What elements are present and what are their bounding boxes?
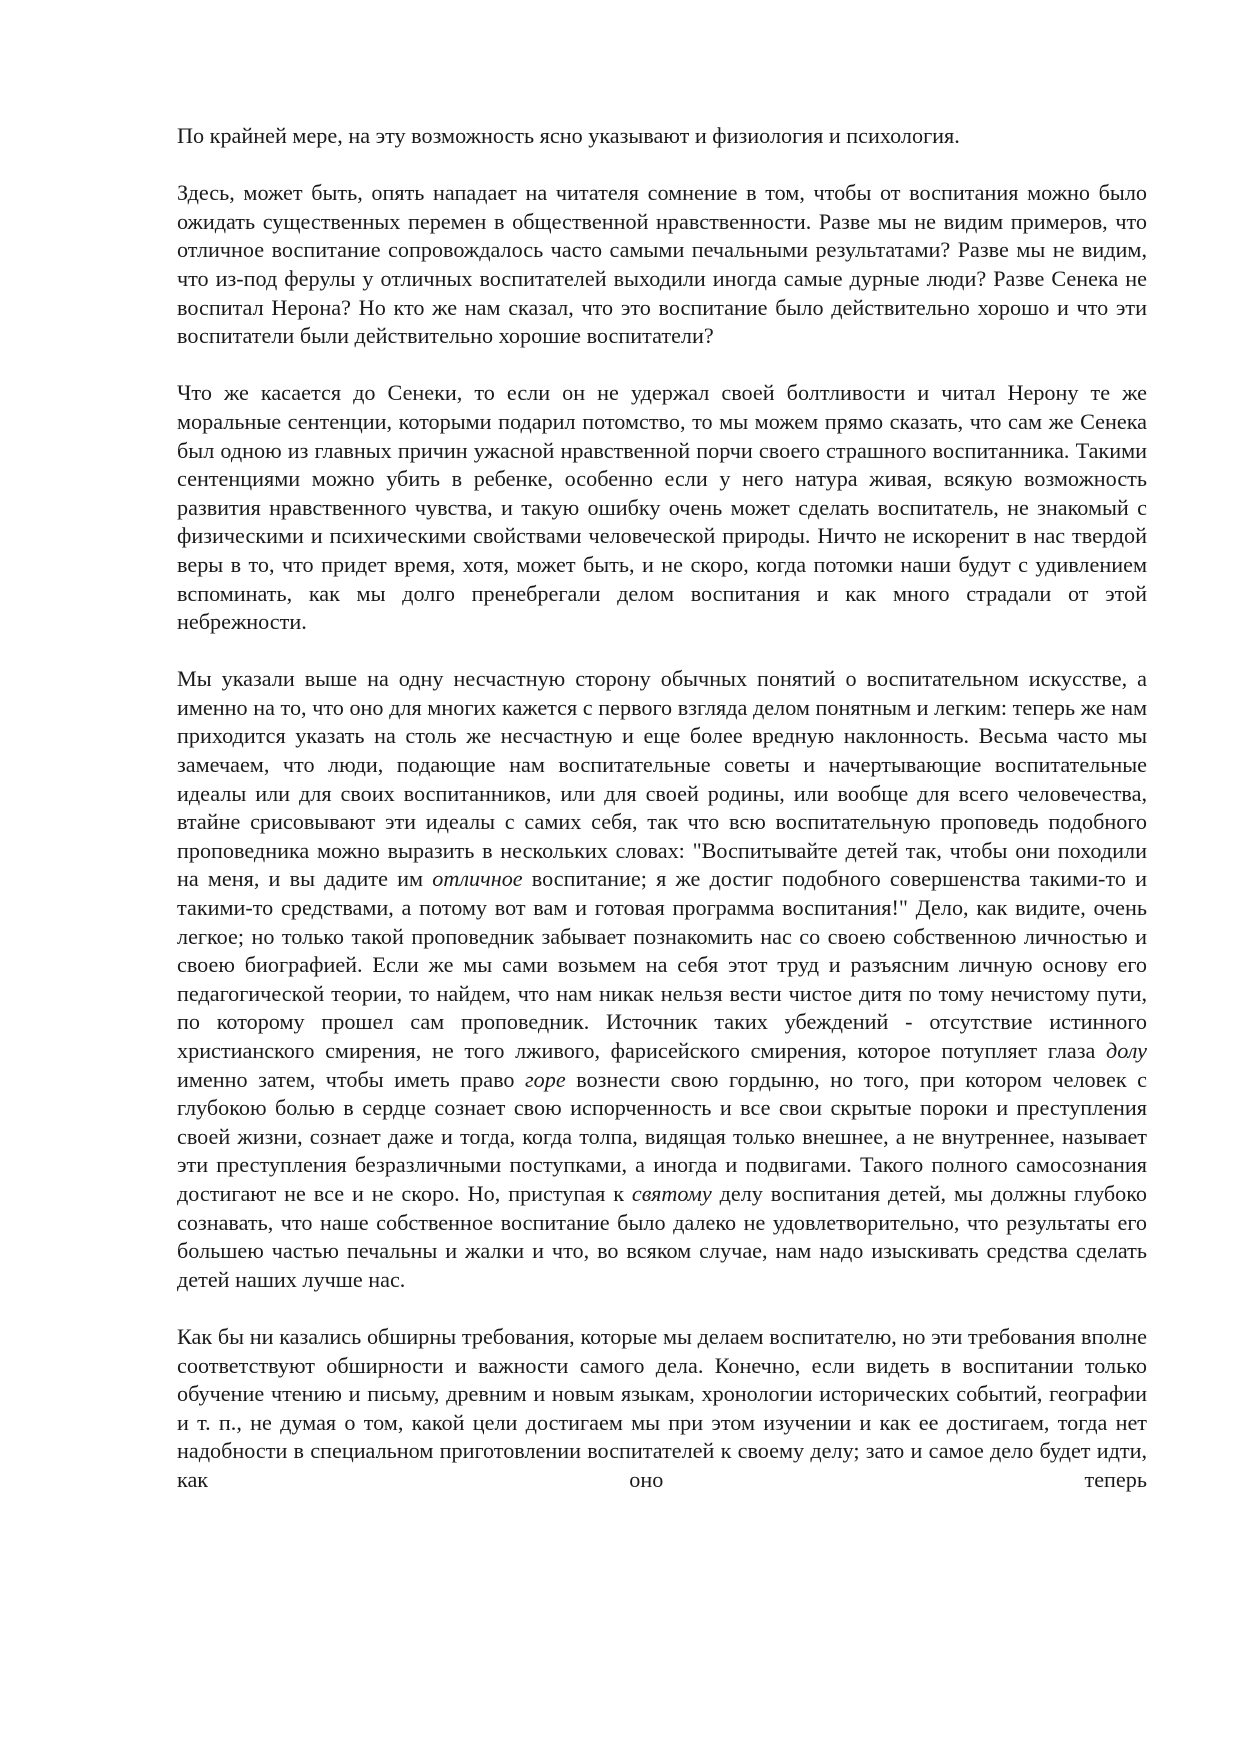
paragraph-4-text-part-5: делу воспитания детей, мы должны глубоко сознавать, что наше собственное воспитание было далеко не удовлетворительно, что результаты его большею частью печальны и жалки и что, во всяком случае, нам надо изыскивать средства сделать детей наших лучше нас. — [177, 1180, 1147, 1292]
document-page — [177, 122, 1147, 1495]
paragraph-4-text-part-1: Мы указали выше на одну несчастную сторону обычных понятий о воспитательном искусстве, а именно на то, что оно для многих кажется с первого взгляда делом понятным и легким: теперь же нам приходится указать на столь же несчастную и еще более вредную наклонность. Весьма часто мы замечаем, что люди, подающие нам воспитательные советы и начертывающие воспитательные идеалы или для своих воспитанников, или для своей родины, или вообще для всего человечества, втайне срисовывают эти идеалы с самих себя, так что всю воспитательную проповедь подобного проповедника можно выразить в нескольких словах: "Воспитывайте детей так, чтобы они походили на меня, и вы дадите им — [177, 666, 1147, 892]
paragraph-4-text-part-4: вознести свою гордыню, но того, при котором человек с глубокою болью в сердце сознает свою испорченность и все свои скрытые пороки и преступления своей жизни, сознает даже и тогда, когда толпа, видящая только внешнее, а не внутреннее, называет эти преступления безразличными поступками, а иногда и подвигами. Такого полного самосознания достигают не все и не скоро. Но, приступая к — [177, 1066, 1147, 1206]
paragraph-5-text: Как бы ни казались обширны требования, которые мы делаем воспитателю, но эти требования вполне соответствуют обширности и важности самого дела. Конечно, если видеть в воспитании только обучение чтению и письму, древним и новым языкам, хронологии исторических событий, географии и т. п., не думая о том, какой цели достигаем мы при этом изучении и как ее достигаем, тогда нет надобности в специальном приготовлении воспитателей к своему делу; зато и самое дело будет идти, как оно теперь — [177, 1323, 1147, 1492]
italic-word-svyatomu: святому — [631, 1180, 712, 1206]
paragraph-1-text: По крайней мере, на эту возможность ясно указывают и физиология и психология. — [177, 123, 960, 148]
paragraph-4-text-part-3: именно затем, чтобы иметь право — [177, 1066, 526, 1092]
paragraph-2-text: Здесь, может быть, опять нападает на читателя сомнение в том, чтобы от воспитания можно было ожидать существенных перемен в общественной нравственности. Разве мы не видим примеров, что отличное воспитание сопровождалось часто самыми печальными результатами? Разве мы не видим, что из-под ферулы у отличных воспитателей выходили иногда самые дурные люди? Разве Сенека не воспитал Нерона? Но кто же нам сказал, что это воспитание было действительно хорошо и что эти воспитатели были действительно хорошие воспитатели? — [177, 180, 1147, 349]
paragraph-5 — [177, 1323, 1147, 1495]
paragraph-4 — [177, 665, 1147, 1294]
paragraph-1 — [177, 122, 1147, 151]
paragraph-3-text: Что же касается до Сенеки, то если он не удержал своей болтливости и читал Нерону те же моральные сентенции, которыми подарил потомство, то мы можем прямо сказать, что сам же Сенека был одною из главных причин ужасной нравственной порчи своего страшного воспитанника. Такими сентенциями можно убить в ребенке, особенно если у него натура живая, всякую возможность развития нравственного чувства, и такую ошибку очень может сделать воспитатель, не знакомый с физическими и психическими свойствами человеческой природы. Ничто не искоренит в нас твердой веры в то, что придет время, хотя, может быть, и не скоро, когда потомки наши будут с удивлением вспоминать, как мы долго пренебрегали делом воспитания и как много страдали от этой небрежности. — [177, 380, 1147, 635]
paragraph-3 — [177, 379, 1147, 636]
italic-word-otlichnoe: отличное — [432, 866, 523, 892]
italic-word-gore: горе — [525, 1066, 566, 1092]
paragraph-4-text-part-2: воспитание; я же достиг подобного совершенства такими-то и такими-то средствами, а потому вот вам и готовая программа воспитания!" Дело, как видите, очень легкое; но только такой проповедник забывает познакомить нас со своею собственною личностью и своею биографией. Если же мы сами возьмем на себя этот труд и разъясним личную основу его педагогической теории, то найдем, что нам никак нельзя вести чистое дитя по тому нечистому пути, по которому прошел сам проповедник. Источник таких убеждений - отсутствие истинного христианского смирения, не того лживого, фарисейского смирения, которое потупляет глаза — [177, 866, 1147, 1063]
paragraph-2 — [177, 179, 1147, 351]
italic-word-dolu: долу — [1106, 1038, 1147, 1063]
